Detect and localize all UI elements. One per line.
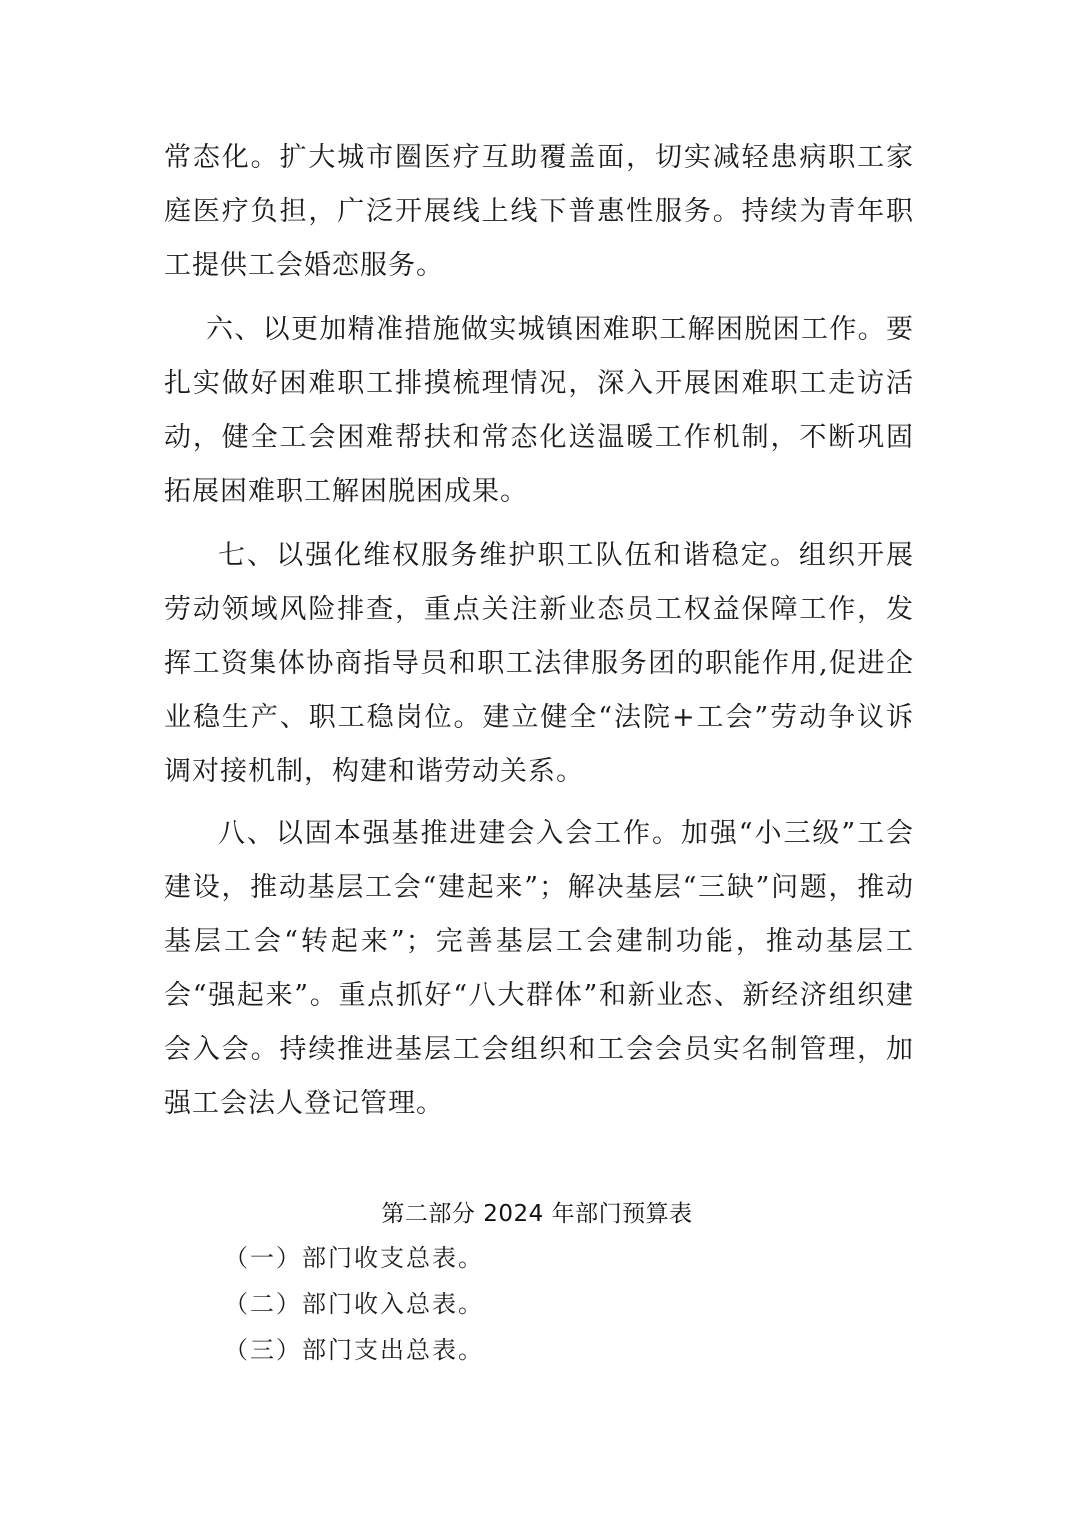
paragraph-section-seven: 七、以强化维权服务维护职工队伍和谐稳定。组织开展劳动领域风险排查，重点关注新业态员工权益保障工作，发挥工资集体协商指导员和职工法律服务团的职能作用,促进企业稳生产、职工稳岗位。建立健全“法院+工会”劳动争议诉调对接机制，构建和谐劳动关系。 bbox=[164, 540, 914, 787]
paragraph-section-eight: 八、以固本强基推进建会入会工作。加强“小三级”工会建设，推动基层工会“建起来”；解决基层“三缺”问题，推动基层工会“转起来”；完善基层工会建制功能，推动基层工会“强起来”。重点抓好“八大群体”和新业态、新经济组织建会入会。持续推进基层工会组织和工会会员实名制管理，加强工会法人登记管理。 bbox=[164, 818, 914, 1119]
list-item: （二）部门收入总表。 bbox=[224, 1290, 484, 1318]
paragraph-section-six: 六、以更加精准措施做实城镇困难职工解困脱困工作。要扎实做好困难职工排摸梳理情况，深入开展困难职工走访活动，健全工会困难帮扶和常态化送温暖工作机制，不断巩固拓展困难职工解困脱困成果。 bbox=[164, 314, 914, 507]
list-item: （一）部门收支总表。 bbox=[224, 1244, 484, 1272]
paragraph-medical-assistance: 常态化。扩大城市圈医疗互助覆盖面，切实减轻患病职工家庭医疗负担，广泛开展线上线下普惠性服务。持续为青年职工提供工会婚恋服务。 bbox=[164, 142, 914, 281]
section-title: 第二部分 2024 年部门预算表 bbox=[381, 1201, 693, 1227]
budget-table-list bbox=[224, 1235, 484, 1373]
list-item: （三）部门支出总表。 bbox=[224, 1336, 484, 1364]
